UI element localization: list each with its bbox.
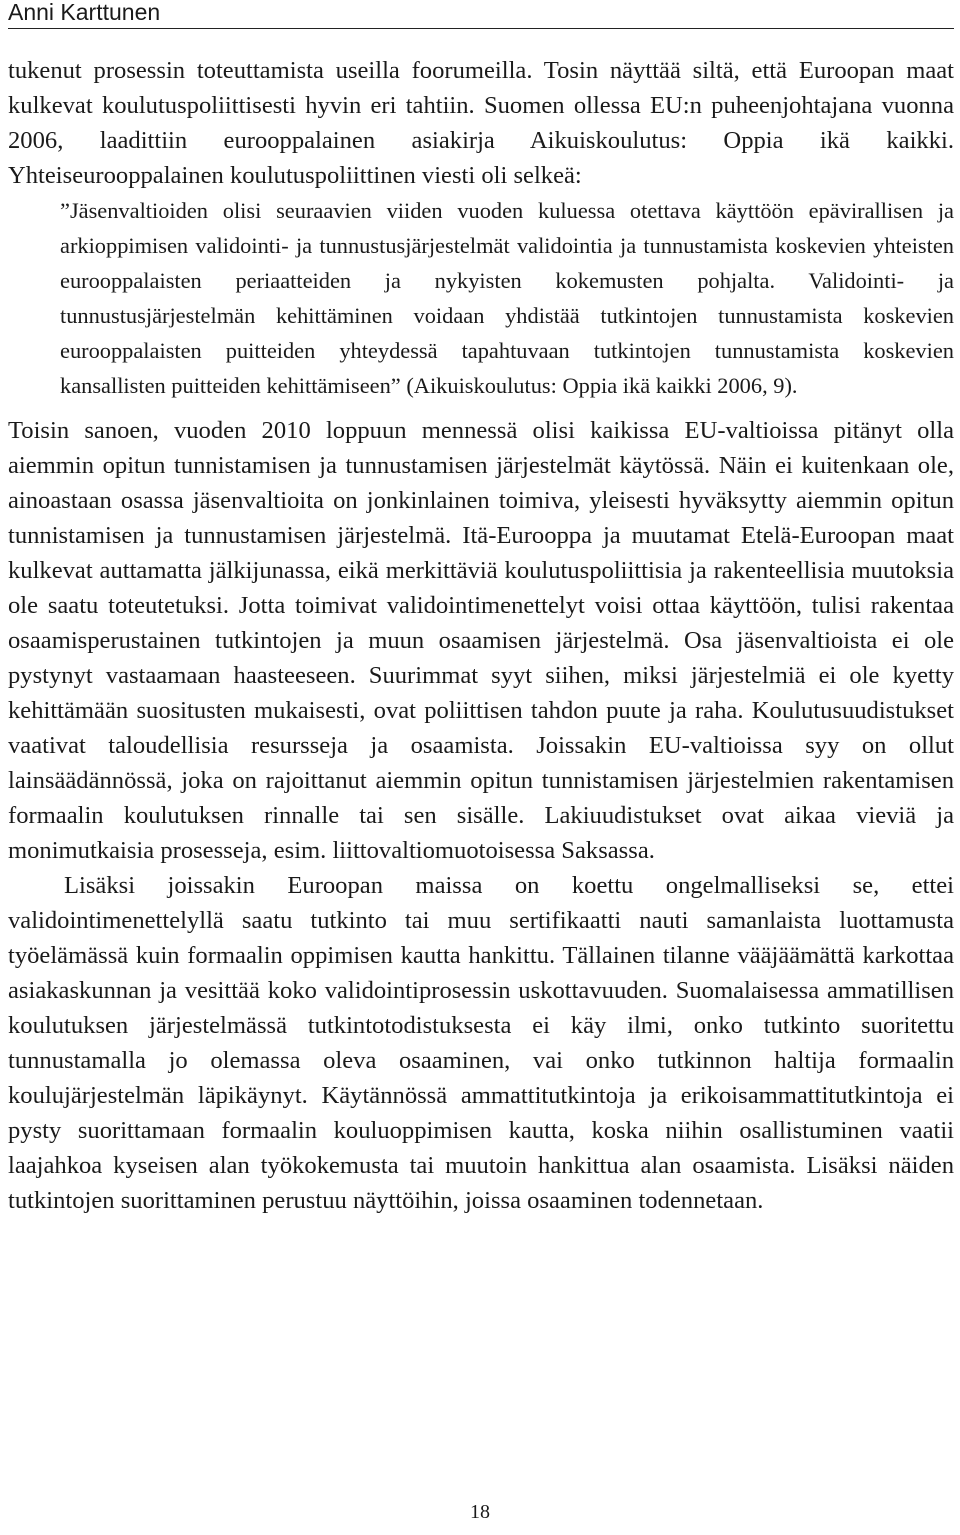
paragraph-eu-systems: Toisin sanoen, vuoden 2010 loppuun mennessä olisi kaikissa EU-valtioissa pitänyt olla aiemmin opitun tunnistamisen ja tunnustamisen järjestelmät käytössä. Näin ei kuitenkaan ole, ainoastaan osassa jäsenvaltioita on jonkinlainen toimiva, yleisesti hyväksytty aiemmin opitun tunnistamisen ja tunnustamisen järjestelmä. Itä-Eurooppa ja muutamat Etelä-Euroopan maat kulkevat auttamatta jälkijunassa, eikä merkittäviä koulutuspoliittisia ja rakenteellisia muutoksia ole saatu toteutetuksi. Jotta toimivat validointimenettelyt voisi ottaa käyttöön, tulisi rakentaa osaamisperustainen tutkintojen ja muun osaamisen järjestelmä. Osa jäsenvaltioista ei ole pystynyt vastaamaan haasteeseen. Suurimmat syyt siihen, miksi järjestelmiä ei ole kyetty kehittämään suositusten mukaisesti, ovat poliittisen tahdon puute ja raha. Koulutusuudistukset vaativat taloudellisia resursseja ja osaamista. Joissakin EU-valtioissa syy on ollut lainsäädännössä, joka on rajoittanut aiemmin opitun tunnistamisen järjestelmien rakentamisen formaalin koulutuksen rinnalle tai sen sisälle. Lakiuudistukset ovat aikaa vieviä ja monimutkaisia prosesseja, esim. liittovaltiomuotoisessa Saksassa.	[8, 417, 954, 864]
block-quote: ”Jäsenvaltioiden olisi seuraavien viiden vuoden kuluessa otettava käyttöön epävirallisen ja arkioppimisen validointi- ja tunnustusjärjestelmät validointia ja tunnustamista koskevien yhteisten eurooppalaisten periaatteiden ja nykyisten kokemusten pohjalta. Validointi- ja tunnustusjärjestelmän kehittäminen voidaan yhdistää tutkintojen tunnustamista koskevien eurooppalaisten puitteiden yhteydessä tapahtuvaan tutkintojen tunnustamista koskevien kansallisten puitteiden kehittämiseen” (Aikuiskoulutus: Oppia ikä kaikki 2006, 9).	[60, 198, 954, 398]
page-header	[8, 0, 954, 29]
paragraph-trust: Lisäksi joissakin Euroopan maissa on koettu ongelmalliseksi se, ettei validointimenettelyllä saatu tutkinto tai muu sertifikaatti nauti samanlaista luottamusta työelämässä kuin formaalin oppimisen kautta hankittu. Tällainen tilanne vääjäämättä karkottaa asiakaskunnan ja vesittää koko validointiprosessin uskottavuuden. Suomalaisessa ammatillisen koulutuksen järjestelmässä tutkintotodistuksesta ei käy ilmi, onko tutkinto suoritettu tunnustamalla jo olemassa oleva osaaminen, vai onko tutkinnon haltija formaalin koulujärjestelmän läpikäynyt. Käytännössä ammattitutkintoja ja erikoisammattitutkintoja ei pysty suorittamaan formaalin kouluoppimisen kautta, koska niihin osallistuminen vaatii laajahkoa kyseisen alan työkokemusta tai muutoin hankittua alan osaamista. Lisäksi näiden tutkintojen suorittaminen perustuu näyttöihin, joissa osaaminen todennetaan.	[8, 872, 954, 1214]
paragraph-intro: tukenut prosessin toteuttamista useilla foorumeilla. Tosin näyttää siltä, että Euroopan maat kulkevat koulutuspoliittisesti hyvin eri tahtiin. Suomen ollessa EU:n puheenjohtajana vuonna 2006, laadittiin eurooppalainen asiakirja Aikuiskoulutus: Oppia ikä kaikki. Yhteiseurooppalainen koulutuspoliittinen viesti oli selkeä:	[8, 57, 954, 189]
page-number: 18	[470, 1501, 490, 1523]
body-text	[8, 53, 954, 1218]
running-head-author: Anni Karttunen	[8, 0, 161, 25]
